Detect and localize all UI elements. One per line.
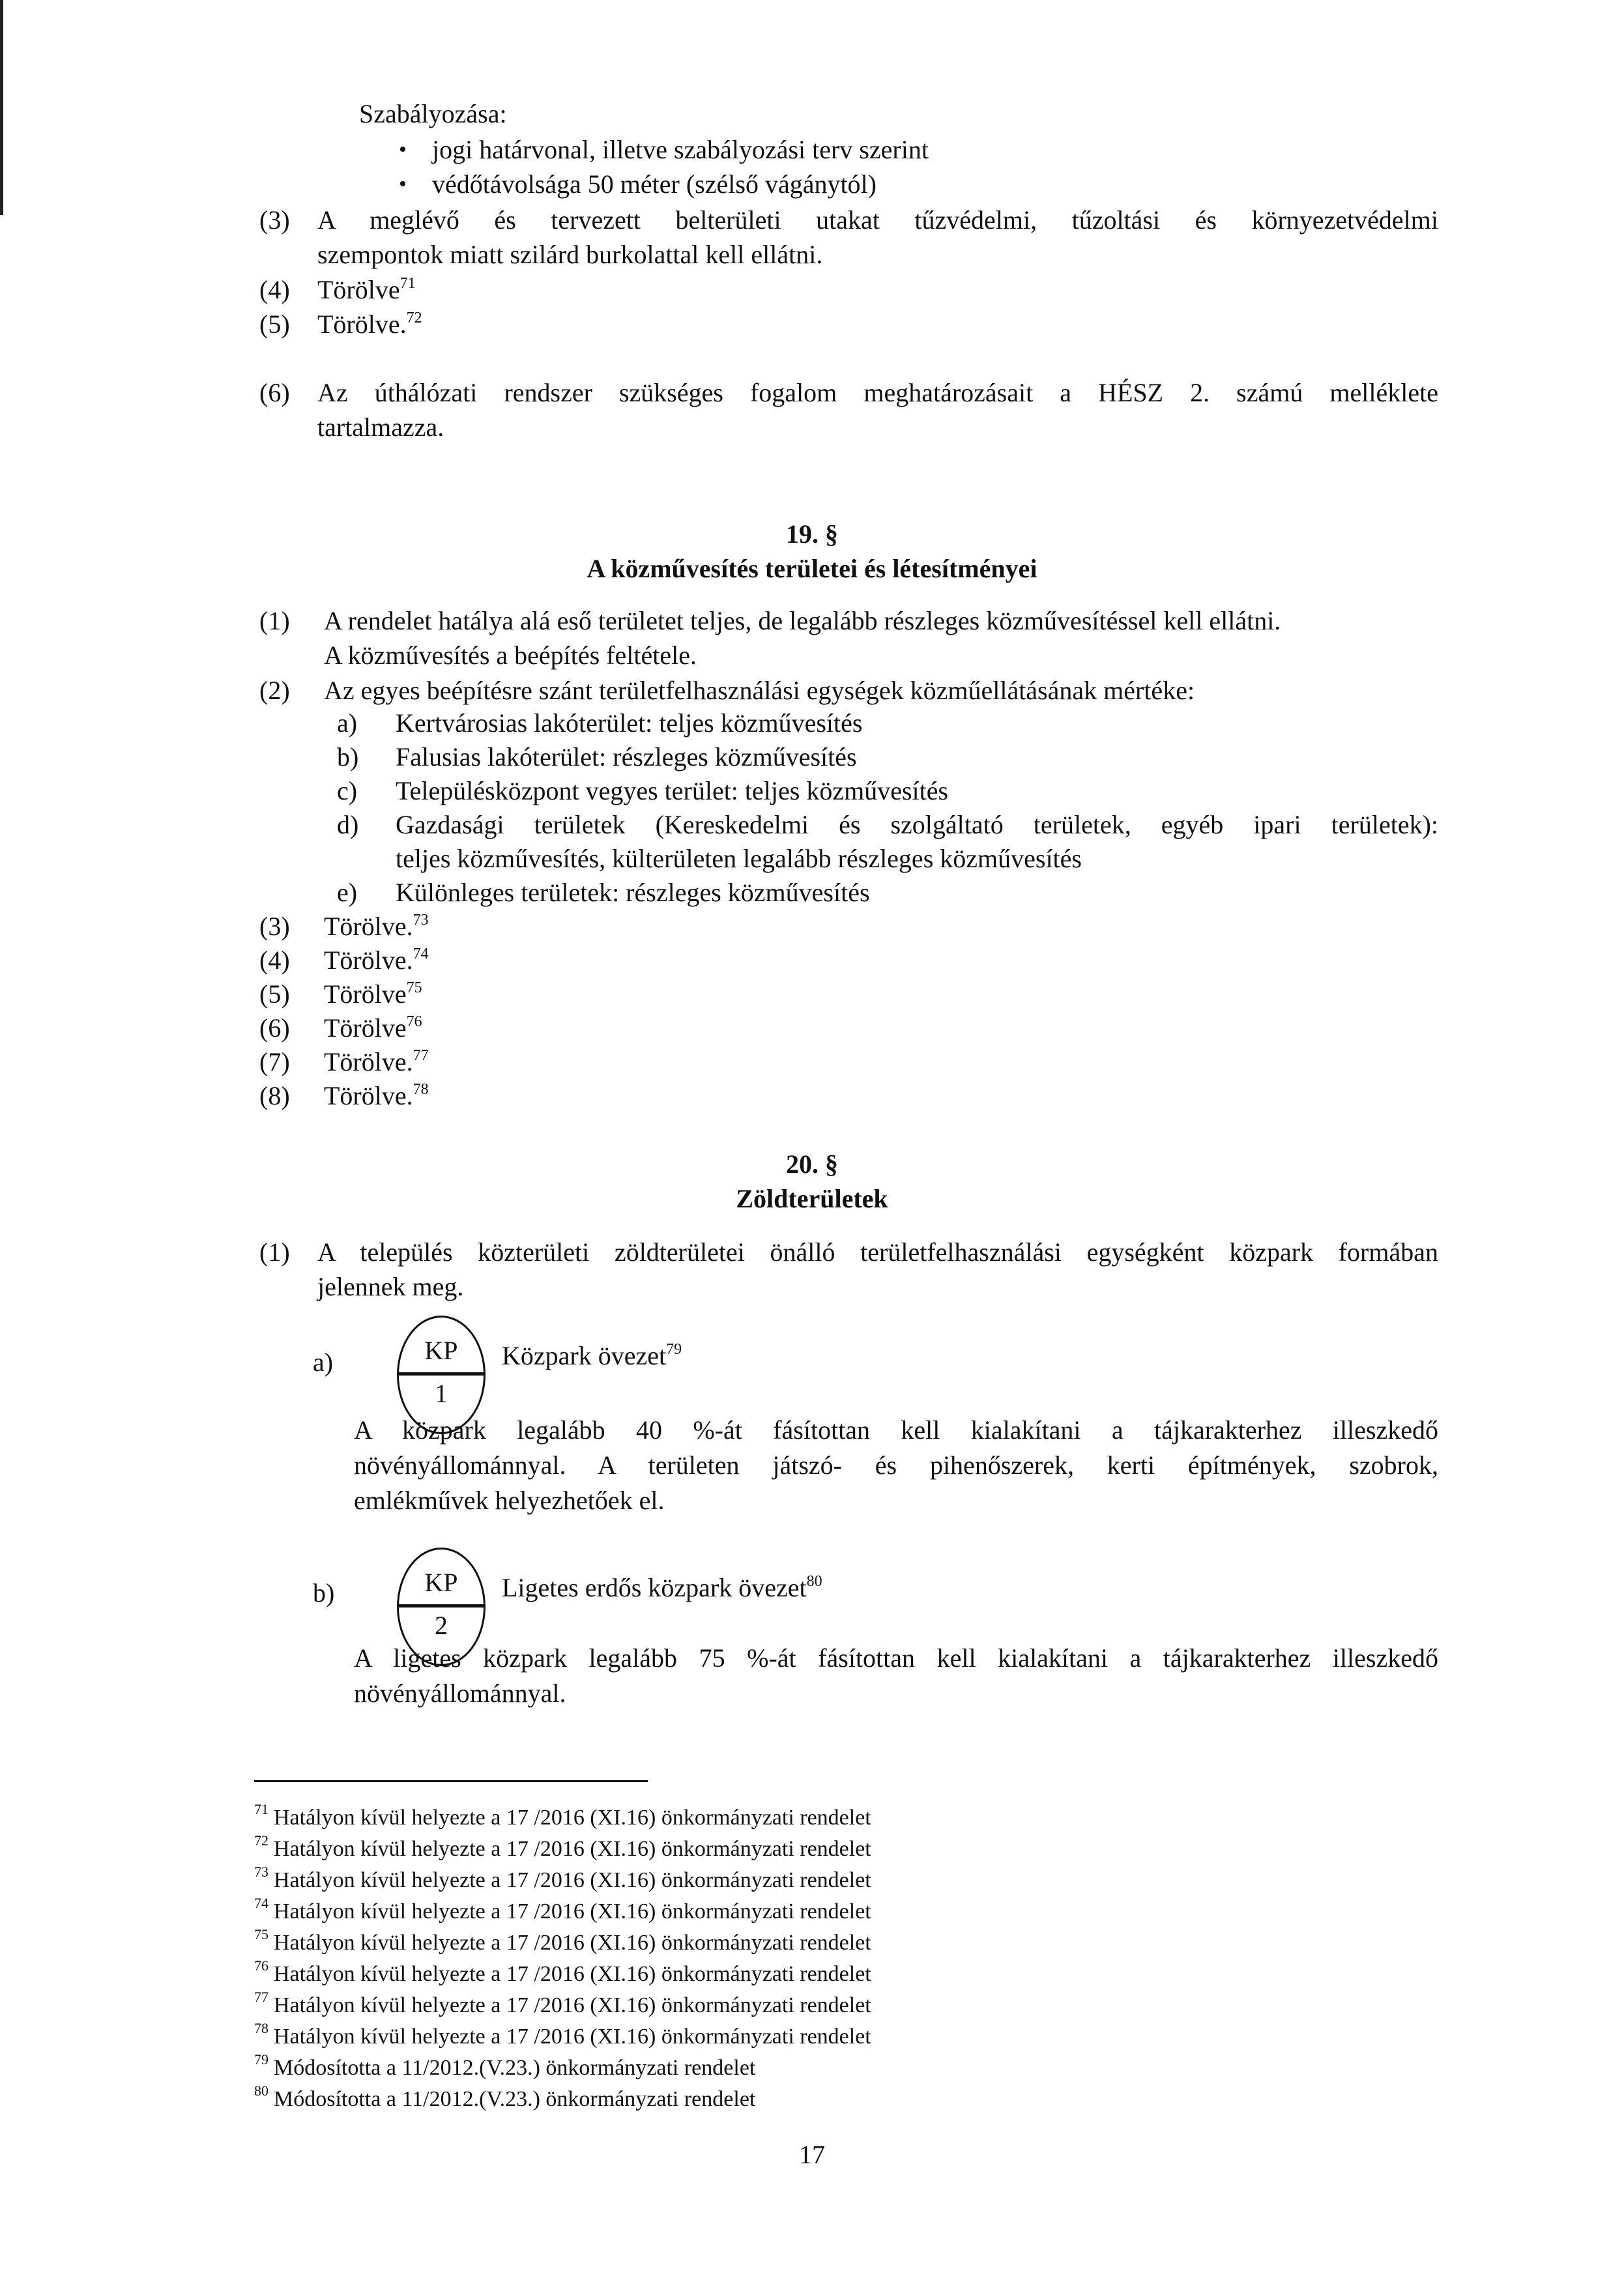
list-item: Kertvárosias lakóterület: teljes közművesítés bbox=[396, 708, 863, 738]
list-letter: c) bbox=[337, 776, 358, 805]
zone-subcode: 1 bbox=[435, 1379, 448, 1408]
deleted-paragraph: Törölve$^{75}$ bbox=[324, 979, 422, 1009]
paragraph-number: (1) bbox=[259, 1237, 290, 1267]
footnote: $^{75}$ Hatályon kívül helyezte a 17 /2016 (XI.16) önkormányzati rendelet bbox=[254, 1925, 871, 1955]
paragraph-text: A település közterületi zöldterületei önálló területfelhasználási egységként közpark formában bbox=[317, 1237, 1438, 1267]
paragraph-text: szempontok miatt szilárd burkolattal kell ellátni. bbox=[317, 240, 823, 269]
paragraph-text: tartalmazza. bbox=[317, 412, 444, 442]
footnote-ref[interactable]: 74 bbox=[413, 945, 429, 962]
footnote-ref[interactable]: 73 bbox=[413, 911, 429, 929]
zone-code: KP bbox=[424, 1336, 458, 1365]
paragraph-text: A meglévő és tervezett belterületi utakat tűzvédelmi, tűzoltási és környezetvédelmi bbox=[317, 205, 1438, 235]
list-item: Településközpont vegyes terület: teljes közművesítés bbox=[396, 776, 949, 805]
zone-label: Közpark övezet$^{79}$ bbox=[502, 1340, 682, 1370]
bullet-item: védőtávolsága 50 méter (szélső vágánytól) bbox=[432, 169, 877, 199]
footnote-separator bbox=[254, 1780, 648, 1782]
footnote-ref[interactable]: 75 bbox=[406, 979, 422, 996]
list-item: Gazdasági területek (Kereskedelmi és szolgáltató területek, egyéb ipari területek): bbox=[396, 810, 1438, 839]
paragraph-text: Az egyes beépítésre szánt területfelhasználási egységek közműellátásának mértéke: bbox=[324, 676, 1195, 705]
list-letter: d) bbox=[337, 810, 359, 839]
footnote: $^{78}$ Hatályon kívül helyezte a 17 /2016 (XI.16) önkormányzati rendelet bbox=[254, 2019, 871, 2049]
section-number: 19. § bbox=[786, 519, 838, 549]
section-number: 20. § bbox=[786, 1149, 838, 1179]
deleted-paragraph: Törölve.$^{72}$ bbox=[317, 309, 422, 339]
section-title: Zöldterületek bbox=[736, 1184, 888, 1213]
paragraph-number: (3) bbox=[259, 205, 290, 235]
footnote: $^{76}$ Hatályon kívül helyezte a 17 /2016 (XI.16) önkormányzati rendelet bbox=[254, 1957, 871, 1986]
paragraph-number: (5) bbox=[259, 310, 290, 339]
deleted-paragraph: Törölve.$^{77}$ bbox=[324, 1046, 429, 1076]
deleted-paragraph: Törölve.$^{78}$ bbox=[324, 1080, 429, 1110]
zone-description: növényállománnyal. A területen játszó- és pihenőszerek, kerti építmények, szobrok, bbox=[354, 1450, 1438, 1480]
paragraph-number: (2) bbox=[259, 676, 290, 705]
bullet-icon: • bbox=[399, 172, 407, 196]
list-item: Falusias lakóterület: részleges közművesítés bbox=[396, 742, 857, 771]
zone-label: Ligetes erdős közpark övezet$^{80}$ bbox=[502, 1572, 822, 1602]
page-number: 17 bbox=[799, 2140, 825, 2169]
list-letter: b) bbox=[313, 1578, 335, 1608]
footnote-ref[interactable]: 71 bbox=[399, 274, 416, 292]
footnote: $^{77}$ Hatályon kívül helyezte a 17 /2016 (XI.16) önkormányzati rendelet bbox=[254, 1988, 871, 2017]
paragraph-number: (6) bbox=[259, 1013, 290, 1043]
paragraph-text: A rendelet hatálya alá eső területet teljes, de legalább részleges közművesítéssel kell ellátni. bbox=[324, 606, 1281, 635]
list-letter: a) bbox=[337, 708, 358, 738]
zone-code: KP bbox=[424, 1568, 458, 1597]
list-letter: b) bbox=[337, 742, 359, 771]
regulation-intro: Szabályozása: bbox=[359, 99, 507, 128]
paragraph-number: (7) bbox=[259, 1047, 290, 1076]
zone-subcode: 2 bbox=[435, 1611, 448, 1640]
paragraph-number: (4) bbox=[259, 275, 290, 304]
footnote-ref[interactable]: 80 bbox=[806, 1572, 822, 1590]
bullet-item: jogi határvonal, illetve szabályozási terv szerint bbox=[432, 135, 929, 164]
footnote: $^{72}$ Hatályon kívül helyezte a 17 /2016 (XI.16) önkormányzati rendelet bbox=[254, 1832, 871, 1861]
paragraph-text: Az úthálózati rendszer szükséges fogalom meghatározásait a HÉSZ 2. számú melléklete bbox=[317, 378, 1438, 407]
paragraph-text: jelennek meg. bbox=[317, 1272, 464, 1301]
bullet-icon: • bbox=[399, 137, 407, 162]
zone-description: emlékművek helyezhetőek el. bbox=[354, 1486, 665, 1515]
list-item: Különleges területek: részleges közművesítés bbox=[396, 878, 870, 907]
footnote-ref[interactable]: 72 bbox=[406, 309, 422, 326]
scan-edge bbox=[0, 0, 3, 215]
zone-description: A közpark legalább 40 %-át fásítottan kell kialakítani a tájkarakterhez illeszkedő bbox=[354, 1415, 1438, 1445]
list-item: teljes közművesítés, külterületen legalább részleges közművesítés bbox=[396, 844, 1082, 873]
deleted-paragraph: Törölve.$^{73}$ bbox=[324, 911, 429, 941]
footnote: $^{73}$ Hatályon kívül helyezte a 17 /2016 (XI.16) önkormányzati rendelet bbox=[254, 1863, 871, 1892]
paragraph-number: (4) bbox=[259, 945, 290, 975]
list-letter: e) bbox=[337, 878, 358, 907]
zone-description: növényállománnyal. bbox=[354, 1679, 566, 1708]
paragraph-text: A közművesítés a beépítés feltétele. bbox=[324, 641, 697, 670]
paragraph-number: (8) bbox=[259, 1081, 290, 1110]
paragraph-number: (5) bbox=[259, 979, 290, 1009]
footnote: $^{79}$ Módosította a 11/2012.(V.23.) önkormányzati rendelet bbox=[254, 2051, 756, 2080]
footnote: $^{74}$ Hatályon kívül helyezte a 17 /2016 (XI.16) önkormányzati rendelet bbox=[254, 1894, 871, 1924]
paragraph-number: (1) bbox=[259, 606, 290, 635]
footnote-ref[interactable]: 78 bbox=[413, 1080, 429, 1098]
zone-description: A ligetes közpark legalább 75 %-át fásítottan kell kialakítani a tájkarakterhez illeszkedő bbox=[354, 1643, 1438, 1673]
deleted-paragraph: Törölve$^{71}$ bbox=[317, 274, 416, 304]
footnote: $^{71}$ Hatályon kívül helyezte a 17 /2016 (XI.16) önkormányzati rendelet bbox=[254, 1800, 871, 1830]
section-title: A közművesítés területei és létesítményei bbox=[587, 554, 1037, 583]
footnote: $^{80}$ Módosította a 11/2012.(V.23.) önkormányzati rendelet bbox=[254, 2082, 756, 2111]
footnote-ref[interactable]: 79 bbox=[666, 1340, 682, 1358]
paragraph-number: (3) bbox=[259, 912, 290, 941]
paragraph-number: (6) bbox=[259, 378, 290, 407]
footnote-ref[interactable]: 76 bbox=[406, 1013, 422, 1030]
symbol-divider bbox=[397, 1604, 486, 1608]
symbol-divider bbox=[397, 1372, 486, 1376]
deleted-paragraph: Törölve$^{76}$ bbox=[324, 1013, 422, 1043]
list-letter: a) bbox=[313, 1348, 334, 1377]
deleted-paragraph: Törölve.$^{74}$ bbox=[324, 945, 429, 975]
footnote-ref[interactable]: 77 bbox=[413, 1046, 429, 1064]
